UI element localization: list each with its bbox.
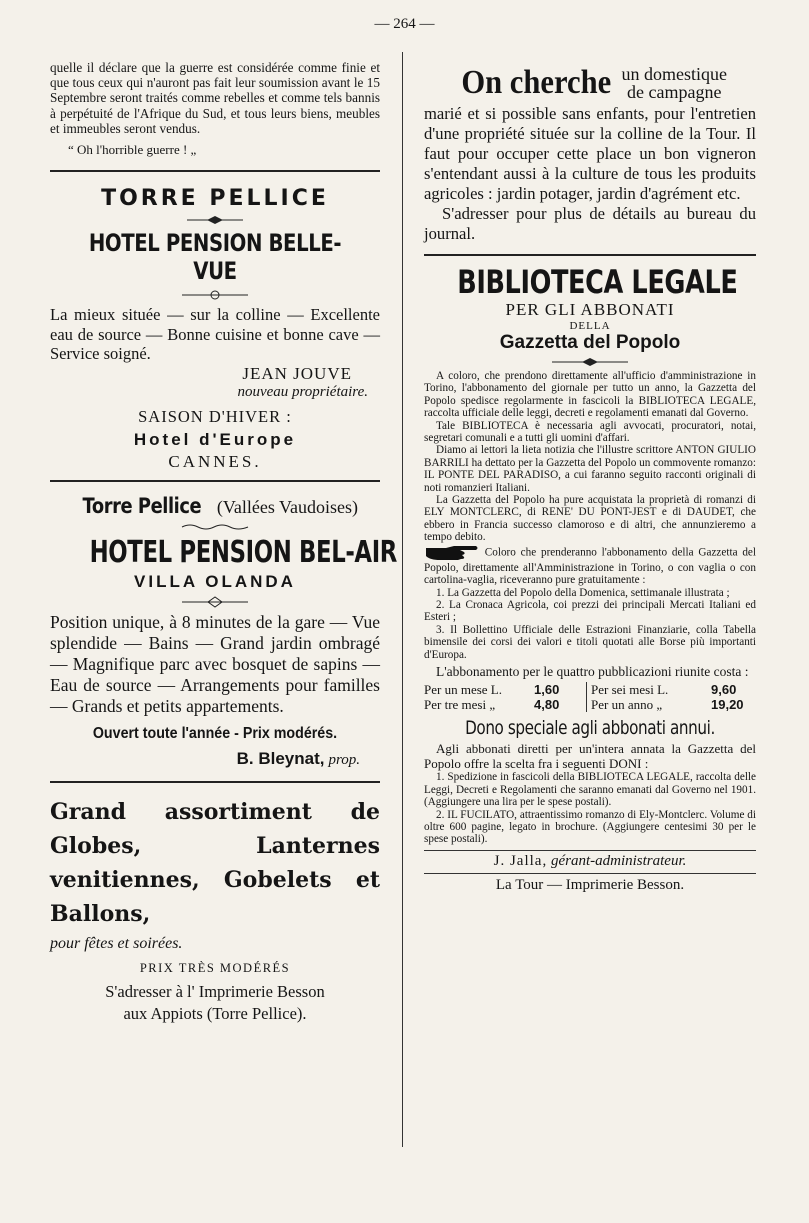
left-column (50, 60, 397, 1024)
separator-rule (424, 850, 756, 851)
biblio-paragraph: A coloro, che prendono direttamente all'ufficio d'amministrazione in Torino, l'abbonamento del giornale per tutto un anno, la Gazzetta del Popolo spedisce regolarmente in fascicoli la BIBLIOTECA LEGALE, raccolta ufficiale delle leggi, decreti e regolamenti emanati dal Governo. (424, 370, 756, 420)
war-quote: “ Oh l'horrible guerre ! „ (68, 142, 197, 158)
ornament-icon (185, 215, 245, 225)
ad-open-notice: Ouvert toute l'année - Prix modérés. (92, 724, 338, 742)
printer-line: La Tour — Imprimerie Besson. (495, 876, 685, 893)
ad-owner-role: nouveau propriétaire. (237, 383, 368, 400)
ad-hotel-name: HOTEL PENSION BELLE-VUE (88, 229, 342, 286)
price-value: 4,80 (534, 697, 587, 712)
ad-place: Torre Pellice (82, 493, 202, 518)
biblio-paragraph-with-hand (424, 544, 756, 587)
ad-hotel-bel-air (50, 482, 397, 769)
ad-title: Grand assortiment de Globes, Lanternes venitiennes, Gobelets et Ballons, (50, 798, 380, 927)
admin-line (424, 853, 756, 870)
column-divider (402, 52, 403, 1147)
price-label: Per un anno „ (591, 697, 663, 713)
ad-owner-line (50, 749, 360, 769)
ad-owner: JEAN JOUVE (242, 363, 352, 383)
ad-description: La mieux située — sur la colline — Excellente eau de source — Bonne cuisine et bonne cave — Service soigné. (50, 305, 380, 364)
price-row (424, 697, 756, 712)
ad-heading-small (622, 65, 728, 101)
gift-item: 2. IL FUCILATO, attraentissimo romanzo di Ely-Montclerc. Volume di oltre 600 pagine, legato in brochure. (Aggiungere centesimi 30 per le spese postali). (424, 808, 756, 846)
admin-name: J. Jalla, (493, 852, 548, 869)
ad-heading (424, 64, 756, 102)
ad-address-line2: aux Appiots (Torre Pellice). (123, 1003, 307, 1023)
ad-biblioteca-legale (424, 256, 756, 894)
ad-city: CANNES. (168, 451, 262, 471)
ad-subtitle: pour fêtes et soirées. (50, 934, 183, 952)
price-label: Per tre mesi „ (424, 697, 496, 713)
ad-hotel-belle-vue (50, 172, 380, 472)
ad-hotel-name: HOTEL PENSION BEL-AIR (89, 534, 397, 570)
ad-text: marié et si possible sans enfants, pour l'entretien d'une propriété située sur la colline de la Tour. Il faut pour occuper cette place un bon vigneron s'entendant aussi à la culture de tous les produits agricoles : jardin potager, jardin d'agrément etc. (424, 104, 756, 203)
biblio-title: BIBLIOTECA LEGALE (457, 263, 738, 301)
gift-item: 1. Spedizione in fascicoli della BIBLIOTECA LEGALE, raccolta delle Leggi, Decreti e Regolamenti che saranno emanati dal Governo nel 1901. (Aggiungere una lira per le spese postali). (424, 771, 756, 809)
ad-place-line (50, 494, 380, 519)
biblio-paragraph: Coloro che prenderanno l'abbonamento della Gazzetta del Popolo, direttamente all'Amministrazione in Torino, o con vaglia o con cartolina-vaglia, riceveranno pure gratuitamente : (424, 546, 756, 587)
ornament-icon (180, 523, 250, 531)
gift-title: Dono speciale agli abbonati annui. (465, 717, 715, 740)
ad-owner-role: prop. (328, 751, 360, 768)
biblio-paragraph: Tale BIBLIOTECA è necessaria agli avvocati, procuratori, notai, segretari comunali e a tutti gli uomini d'affari. (424, 419, 756, 445)
ornament-icon (180, 596, 250, 608)
biblio-paragraph: La Gazzetta del Popolo ha pure acquistata la proprietà di romanzi di ELY MONTCLERC, di RENE' DU PONT-JEST e di DAUDET, che ebbero in Francia successo clamoroso e di altri, che annunzieremo a tempo debito. (424, 494, 756, 544)
gift-intro: Agli abbonati diretti per un'intera annata la Gazzetta del Popolo offre la scelta fra i seguenti DONI : (424, 741, 756, 771)
ad-place-sub: (Vallées Vaudoises) (216, 496, 359, 517)
price-value: 1,60 (534, 682, 587, 697)
biblio-list-item: 2. La Cronaca Agricola, coi prezzi dei principali Mercati Italiani ed Esteri ; (424, 598, 756, 624)
biblio-paragraph: Diamo ai lettori la lieta notizia che l'illustre scrittore ANTON GIULIO BARRILI ha dettato per la Gazzetta del Popolo un commovente romanzo: IL PONTE DEL PARADISO, a cui faranno seguito racconti originali di noti romanzieri Italiani. (424, 444, 756, 494)
admin-role: gérant-administrateur. (550, 852, 687, 869)
price-value: 19,20 (711, 697, 744, 713)
price-row (424, 682, 756, 697)
ad-address-line1: S'adresser à l' Imprimerie Besson (105, 981, 325, 1001)
biblio-list-item: 3. Il Bollettino Ufficiale delle Estrazioni Finanziarie, colla Tabella bimensile dei corsi dei valori e titoli quotati alle Borse più importanti d'Europa. (424, 623, 756, 661)
ad-text-contact: S'adresser pour plus de détails au bureau du journal. (424, 204, 756, 243)
biblio-subtitle: PER GLI ABBONATI (505, 300, 675, 319)
separator-rule (424, 873, 756, 874)
ad-globes-lanterns (50, 783, 380, 1024)
pointing-hand-icon (424, 544, 480, 562)
ad-domestic-wanted (424, 64, 756, 244)
ornament-icon (550, 358, 630, 366)
biblio-subtitle-della: DELLA (569, 320, 611, 332)
ad-winter-hotel: Hotel d'Europe (133, 429, 297, 449)
ad-villa-name: VILLA OLANDA (134, 571, 296, 591)
ad-heading-small-2: de campagne (627, 82, 722, 102)
price-label: Per sei mesi L. (591, 682, 669, 698)
ad-description: Position unique, à 8 minutes de la gare — Vue splendide — Bains — Grand jardin ombragé — Magnifique parc avec bosquet de sapins — Eau de source — Arrangements pour familles — Grands et petits appartements. (50, 611, 380, 716)
biblio-newspaper-name: Gazzetta del Popolo (499, 332, 681, 353)
right-column (424, 64, 756, 894)
ad-winter-season: SAISON D'HIVER : (138, 406, 292, 426)
ad-owner: B. Bleynat, (236, 748, 325, 768)
price-label: Per un mese L. (424, 682, 502, 698)
ornament-icon (180, 289, 250, 301)
price-table (424, 682, 756, 712)
price-value: 9,60 (711, 682, 737, 698)
page-number: — 264 — (374, 16, 435, 32)
biblio-cost-intro: L'abbonamento per le quattro pubblicazioni riunite costa : (436, 663, 749, 679)
war-article-text: quelle il déclare que la guerre est considérée comme finie et que tous ceux qui n'auront pas fait leur soumission avant le 15 Septembre seront traités comme rebelles et comme tels bannis à perpétuité de l'Afrique du Sud, et tous leurs biens, meubles et immeubles seront vendus. (50, 60, 380, 136)
ad-place: TORRE PELLICE (101, 186, 329, 212)
ad-prices: PRIX TRÈS MODÉRÉS (139, 960, 291, 975)
ad-heading-small-1: un domestique (621, 64, 727, 84)
ad-heading-big: On cherche (461, 64, 612, 101)
biblio-list-item: 1. La Gazzetta del Popolo della Domenica, settimanale illustrata ; (436, 586, 730, 599)
